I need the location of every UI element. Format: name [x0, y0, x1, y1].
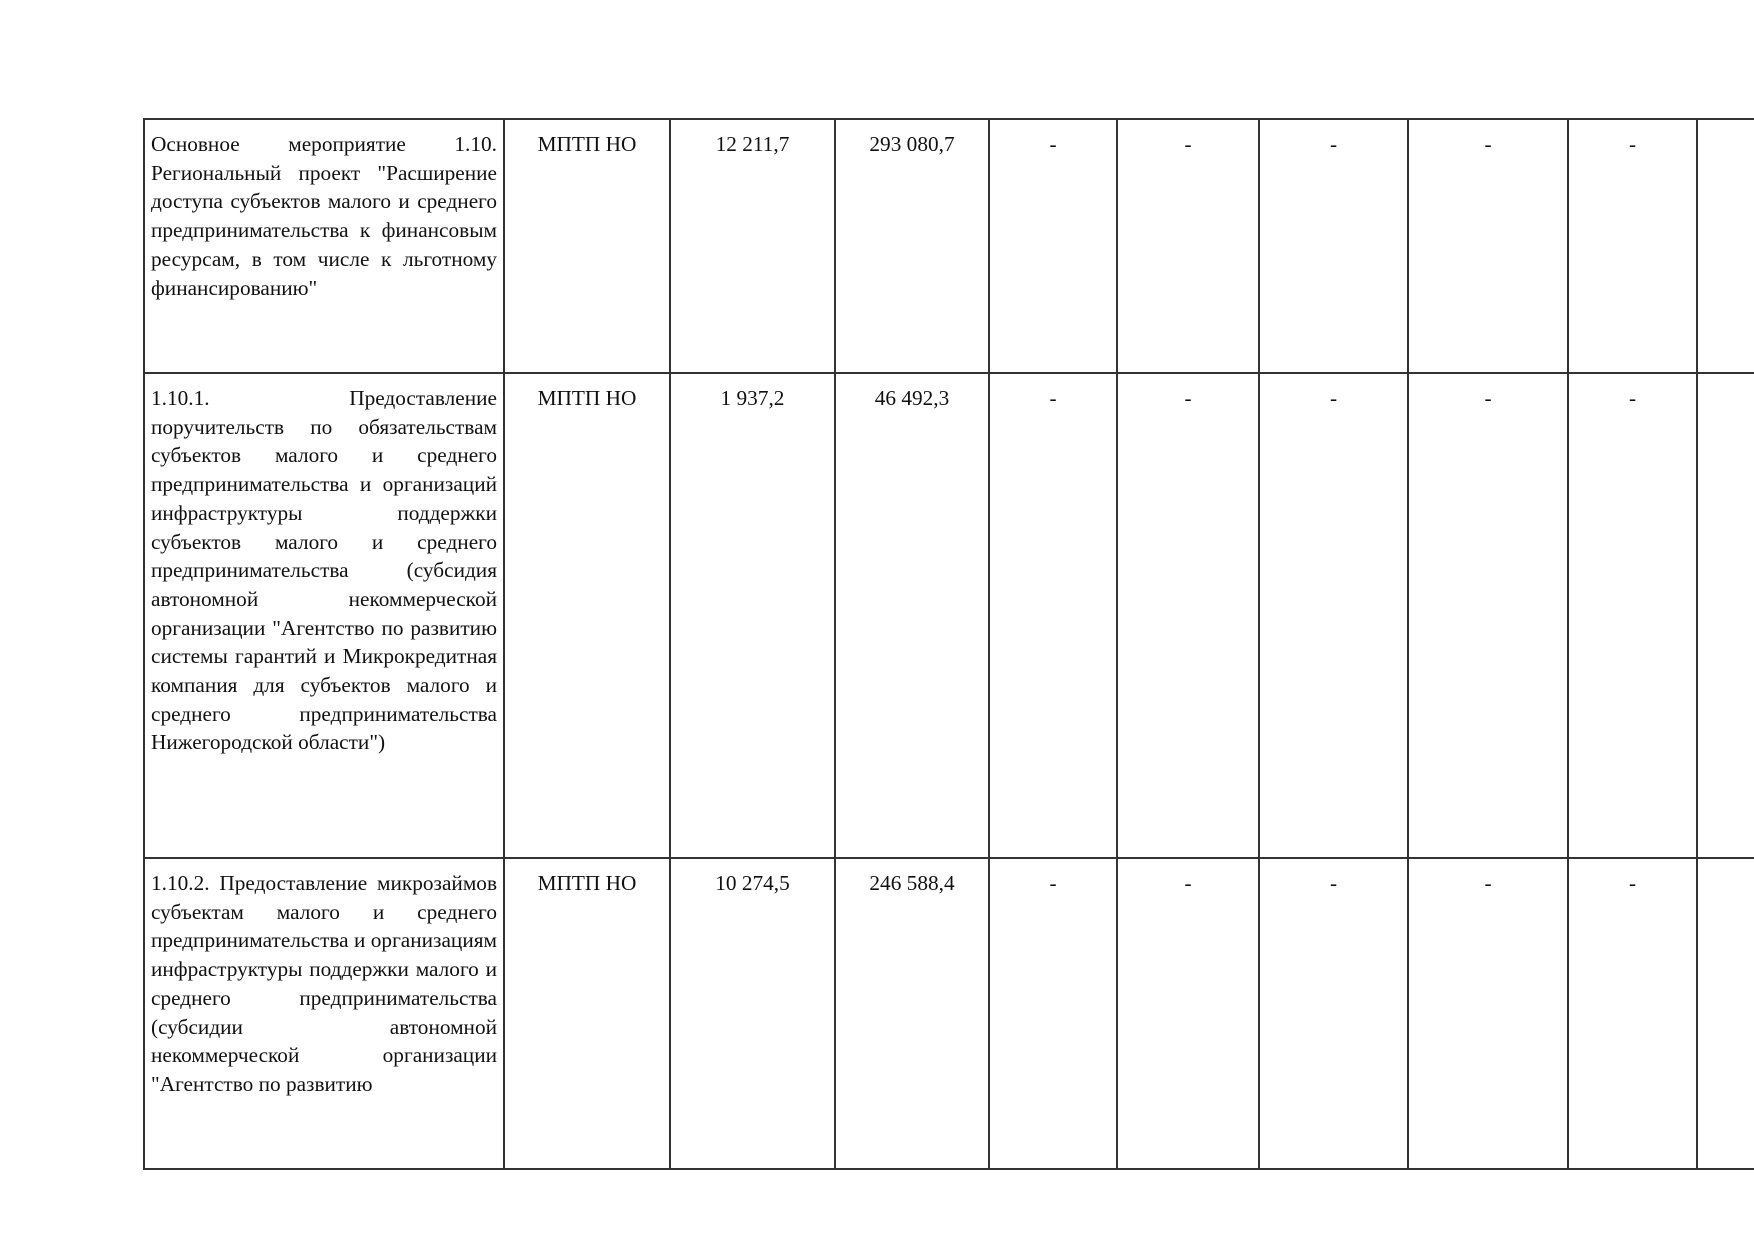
budget-table [143, 118, 1754, 1170]
value-cell: - [1408, 858, 1568, 1169]
value-cell [1697, 119, 1754, 373]
activity-description: 1.10.1. Предоставление поручительств по обязательствам субъектов малого и среднего предпринимательства и организаций инфраструктуры поддержки субъектов малого и среднего предпринимательства (субсидия автономной некоммерческой организации "Агентство по развитию системы гарантий и Микрокредитная компания для субъектов малого и среднего предпринимательства Нижегородской области") [144, 373, 504, 858]
value-cell: 293 080,7 [835, 119, 989, 373]
value-cell [1697, 858, 1754, 1169]
table-row [144, 373, 1754, 858]
value-cell: - [1259, 119, 1408, 373]
value-cell: - [989, 373, 1117, 858]
value-cell: - [1568, 373, 1697, 858]
value-cell: - [1117, 373, 1259, 858]
value-cell: 10 274,5 [670, 858, 835, 1169]
value-cell: - [989, 119, 1117, 373]
value-cell: 246 588,4 [835, 858, 989, 1169]
value-cell: - [1117, 858, 1259, 1169]
value-cell: - [1408, 119, 1568, 373]
value-cell: - [1259, 373, 1408, 858]
value-cell: 1 937,2 [670, 373, 835, 858]
value-cell: - [1408, 373, 1568, 858]
value-cell [1697, 373, 1754, 858]
value-cell: - [1568, 119, 1697, 373]
table-row [144, 119, 1754, 373]
table-row [144, 858, 1754, 1169]
executor-cell: МПТП НО [504, 858, 670, 1169]
value-cell: - [1117, 119, 1259, 373]
executor-cell: МПТП НО [504, 373, 670, 858]
value-cell: - [1259, 858, 1408, 1169]
value-cell: - [1568, 858, 1697, 1169]
activity-description: Основное мероприятие 1.10. Региональный проект "Расширение доступа субъектов малого и среднего предпринимательства к финансовым ресурсам, в том числе к льготному финансированию" [144, 119, 504, 373]
value-cell: - [989, 858, 1117, 1169]
executor-cell: МПТП НО [504, 119, 670, 373]
activity-description: 1.10.2. Предоставление микрозаймов субъектам малого и среднего предпринимательства и организациям инфраструктуры поддержки малого и среднего предпринимательства (субсидии автономной некоммерческой организации "Агентство по развитию [144, 858, 504, 1169]
value-cell: 46 492,3 [835, 373, 989, 858]
value-cell: 12 211,7 [670, 119, 835, 373]
